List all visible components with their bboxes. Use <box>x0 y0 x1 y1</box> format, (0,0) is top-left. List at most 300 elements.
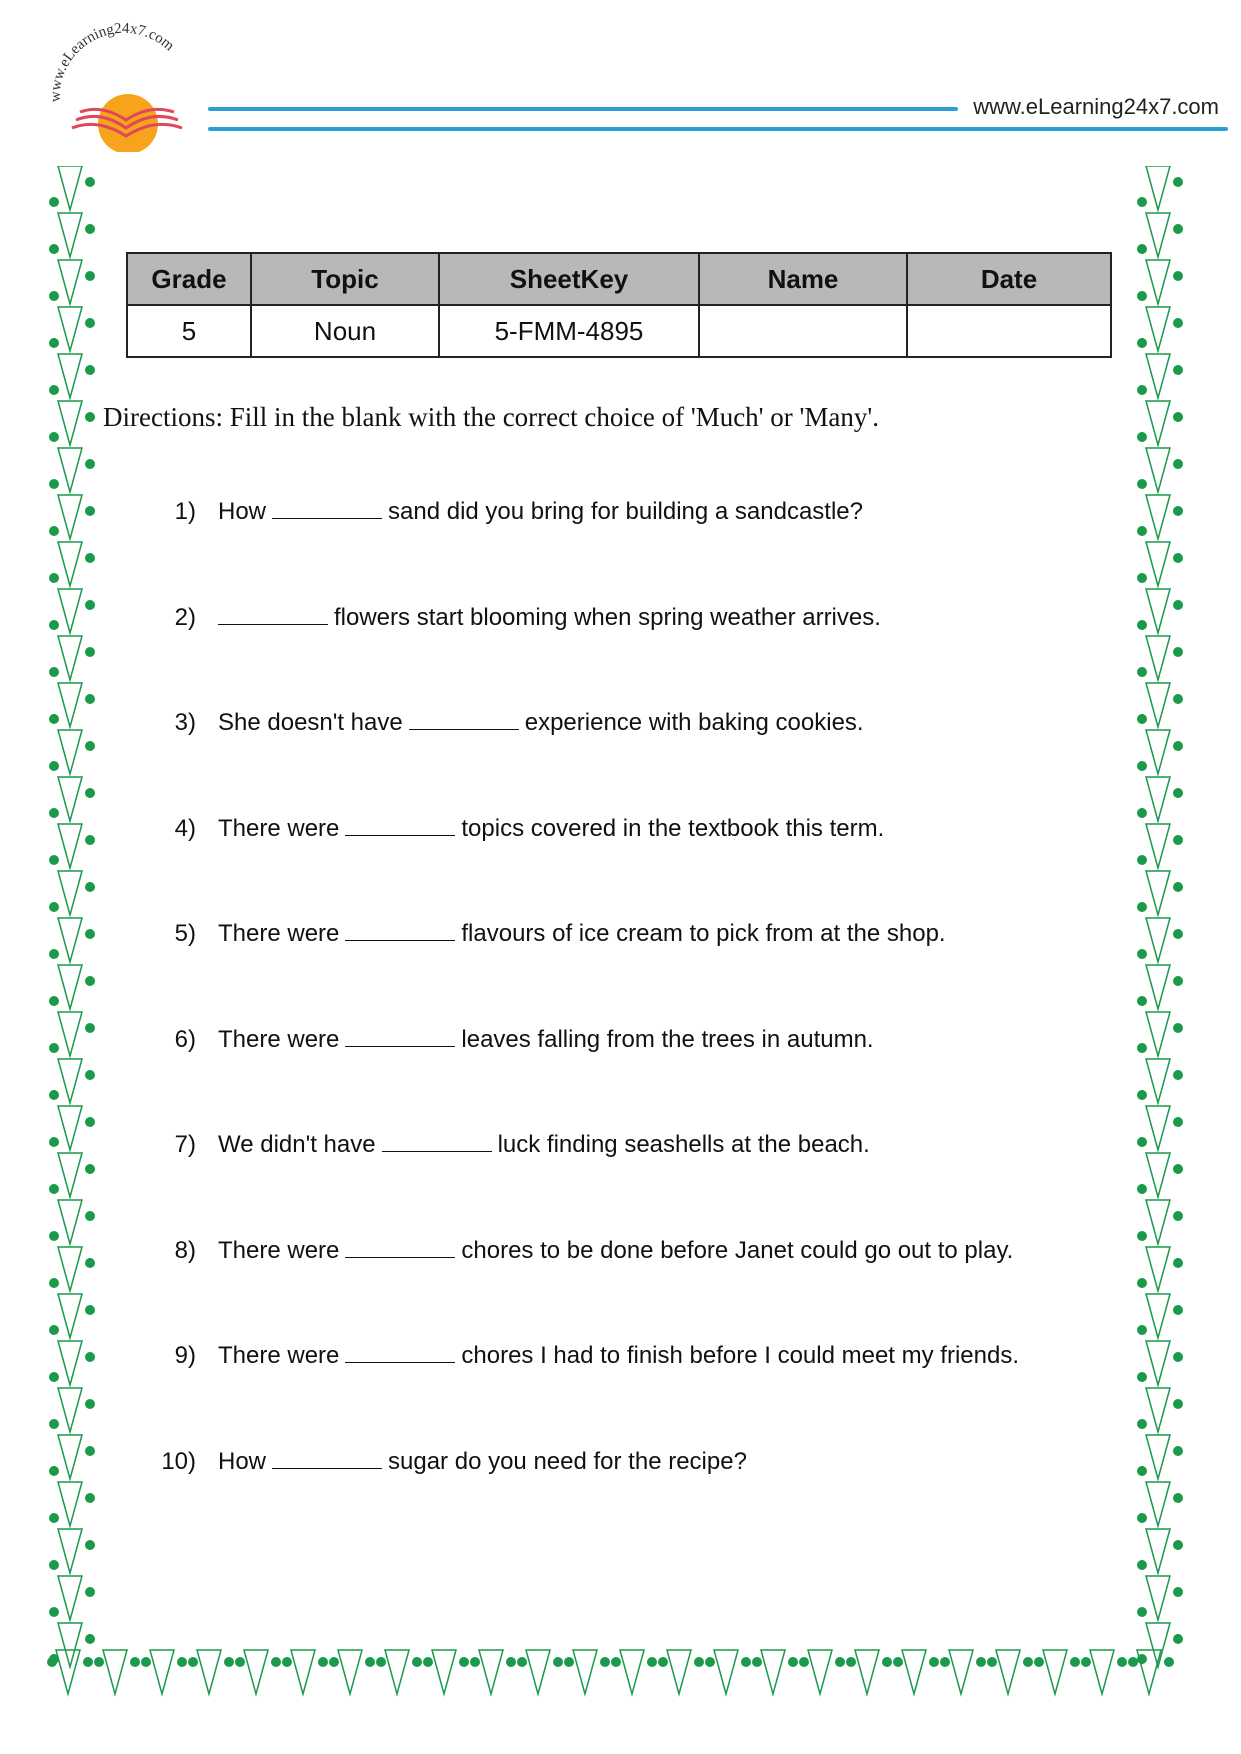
answer-blank[interactable] <box>409 707 519 730</box>
border-dot <box>49 1137 59 1147</box>
border-triangle <box>58 1388 82 1432</box>
border-dot <box>49 996 59 1006</box>
border-triangle <box>1146 448 1170 492</box>
border-dot <box>1173 1305 1183 1315</box>
border-dot <box>1173 1540 1183 1550</box>
border-dot <box>85 882 95 892</box>
elearning-logo <box>38 22 218 152</box>
question-item <box>150 813 884 843</box>
border-triangle <box>1146 1529 1170 1573</box>
border-dot <box>85 1493 95 1503</box>
border-triangle <box>58 213 82 257</box>
border-dot <box>553 1657 563 1667</box>
border-dot <box>85 1164 95 1174</box>
question-number: 7) <box>174 1131 196 1158</box>
border-dot <box>799 1657 809 1667</box>
border-triangle <box>1090 1650 1114 1694</box>
border-dot <box>1137 1184 1147 1194</box>
border-dot <box>49 1278 59 1288</box>
border-dot <box>85 506 95 516</box>
border-triangle <box>1146 1294 1170 1338</box>
border-dot <box>49 573 59 583</box>
border-triangle <box>432 1650 456 1694</box>
border-dot <box>235 1657 245 1667</box>
border-dot <box>318 1657 328 1667</box>
border-dot <box>130 1657 140 1667</box>
border-dot <box>49 667 59 677</box>
border-dot <box>49 1325 59 1335</box>
border-dot <box>506 1657 516 1667</box>
border-triangle <box>1146 542 1170 586</box>
border-triangle <box>996 1650 1020 1694</box>
border-triangle <box>1146 495 1170 539</box>
answer-blank[interactable] <box>382 1129 492 1152</box>
border-triangle <box>1146 1341 1170 1385</box>
border-dot <box>1117 1657 1127 1667</box>
border-dot <box>647 1657 657 1667</box>
border-dot <box>1173 788 1183 798</box>
border-triangle <box>808 1650 832 1694</box>
border-dot <box>1137 244 1147 254</box>
border-dot <box>85 1446 95 1456</box>
border-dot <box>49 197 59 207</box>
question-number: 5) <box>174 920 196 947</box>
border-triangle <box>620 1650 644 1694</box>
border-triangle <box>58 1529 82 1573</box>
bottom-decorative-border <box>46 1642 1188 1698</box>
question-item <box>150 1340 1019 1370</box>
border-triangle <box>58 1482 82 1526</box>
border-triangle <box>58 918 82 962</box>
border-triangle <box>526 1650 550 1694</box>
question-text-after: sand did you bring for building a sandcastle? <box>388 498 863 525</box>
border-triangle <box>197 1650 221 1694</box>
border-dot <box>694 1657 704 1667</box>
border-triangle <box>58 542 82 586</box>
border-triangle <box>1146 1106 1170 1150</box>
border-dot <box>1173 224 1183 234</box>
question-item <box>150 1024 874 1054</box>
border-dot <box>1173 506 1183 516</box>
border-dot <box>188 1657 198 1667</box>
border-dot <box>85 1587 95 1597</box>
border-dot <box>49 244 59 254</box>
border-dot <box>85 1399 95 1409</box>
border-triangle <box>1146 589 1170 633</box>
border-dot <box>49 479 59 489</box>
border-triangle <box>58 1059 82 1103</box>
border-dot <box>1137 197 1147 207</box>
border-dot <box>835 1657 845 1667</box>
border-dot <box>85 365 95 375</box>
question-text-after: sugar do you need for the recipe? <box>388 1448 747 1475</box>
border-triangle <box>1146 777 1170 821</box>
border-dot <box>846 1657 856 1667</box>
border-dot <box>611 1657 621 1667</box>
border-triangle <box>1146 1153 1170 1197</box>
border-triangle <box>58 1435 82 1479</box>
question-text-after: leaves falling from the trees in autumn. <box>461 1026 874 1053</box>
border-triangle <box>58 636 82 680</box>
border-triangle <box>58 1247 82 1291</box>
border-triangle <box>150 1650 174 1694</box>
border-triangle <box>1146 307 1170 351</box>
border-dot <box>1173 1164 1183 1174</box>
border-dot <box>893 1657 903 1667</box>
value-date[interactable] <box>907 305 1111 357</box>
border-triangle <box>58 1341 82 1385</box>
border-dot <box>1173 412 1183 422</box>
border-dot <box>177 1657 187 1667</box>
border-dot <box>752 1657 762 1667</box>
border-dot <box>1173 929 1183 939</box>
question-item <box>150 602 881 632</box>
border-dot <box>1034 1657 1044 1667</box>
border-dot <box>365 1657 375 1667</box>
border-triangle <box>1146 1388 1170 1432</box>
border-dot <box>600 1657 610 1667</box>
question-text-after: flowers start blooming when spring weather arrives. <box>334 604 881 631</box>
border-dot <box>85 788 95 798</box>
answer-blank[interactable] <box>345 813 455 836</box>
border-dot <box>1128 1657 1138 1667</box>
border-dot <box>49 1513 59 1523</box>
border-dot <box>83 1657 93 1667</box>
question-number: 2) <box>174 604 196 631</box>
border-triangle <box>1146 1200 1170 1244</box>
info-table-header-row <box>127 253 1111 305</box>
border-dot <box>1137 526 1147 536</box>
border-dot <box>85 177 95 187</box>
question-text-before: There were <box>218 1026 340 1053</box>
border-dot <box>1137 338 1147 348</box>
border-triangle <box>1146 1576 1170 1620</box>
border-triangle <box>761 1650 785 1694</box>
border-dot <box>49 1607 59 1617</box>
border-triangle <box>58 307 82 351</box>
border-dot <box>1137 808 1147 818</box>
border-dot <box>1173 1587 1183 1597</box>
border-dot <box>1137 1607 1147 1617</box>
header-topic: Topic <box>251 253 439 305</box>
border-dot <box>1137 855 1147 865</box>
answer-blank[interactable] <box>218 602 328 625</box>
border-dot <box>1137 1419 1147 1429</box>
border-triangle <box>1146 213 1170 257</box>
logo-arc-text: www.eLearning24x7.com <box>47 22 178 103</box>
border-triangle <box>1146 1435 1170 1479</box>
border-dot <box>1173 1023 1183 1033</box>
header-date: Date <box>907 253 1111 305</box>
border-dot <box>85 741 95 751</box>
border-triangle <box>58 260 82 304</box>
border-triangle <box>58 777 82 821</box>
border-dot <box>1137 1466 1147 1476</box>
border-dot <box>85 412 95 422</box>
value-name[interactable] <box>699 305 907 357</box>
border-dot <box>94 1657 104 1667</box>
border-dot <box>1137 761 1147 771</box>
header-rule-top <box>208 107 958 111</box>
border-dot <box>85 694 95 704</box>
border-dot <box>1137 479 1147 489</box>
border-triangle <box>58 730 82 774</box>
border-triangle <box>1043 1650 1067 1694</box>
border-dot <box>1023 1657 1033 1667</box>
border-triangle <box>1146 636 1170 680</box>
question-text-before: There were <box>218 815 340 842</box>
border-dot <box>85 318 95 328</box>
question-text-before: How <box>218 498 267 525</box>
border-dot <box>705 1657 715 1667</box>
border-dot <box>1137 1372 1147 1382</box>
border-triangle <box>58 495 82 539</box>
border-dot <box>423 1657 433 1667</box>
question-number: 4) <box>174 815 196 842</box>
left-decorative-border <box>46 166 100 1686</box>
border-dot <box>49 1372 59 1382</box>
border-dot <box>658 1657 668 1667</box>
question-text-before: How <box>218 1448 267 1475</box>
border-dot <box>85 1305 95 1315</box>
border-triangle <box>1146 824 1170 868</box>
logo-sun-icon <box>98 94 158 152</box>
border-dot <box>85 835 95 845</box>
border-dot <box>49 761 59 771</box>
border-dot <box>85 1070 95 1080</box>
border-dot <box>49 1090 59 1100</box>
border-dot <box>85 224 95 234</box>
question-text-before: She doesn't have <box>218 709 403 736</box>
border-dot <box>1173 459 1183 469</box>
border-dot <box>929 1657 939 1667</box>
border-dot <box>1173 1399 1183 1409</box>
question-text-after: luck finding seashells at the beach. <box>497 1131 870 1158</box>
border-triangle <box>58 1106 82 1150</box>
border-dot <box>1137 667 1147 677</box>
border-triangle <box>58 1576 82 1620</box>
border-dot <box>1137 1560 1147 1570</box>
question-number: 8) <box>174 1237 196 1264</box>
border-dot <box>1173 1493 1183 1503</box>
border-dot <box>49 338 59 348</box>
border-dot <box>49 1231 59 1241</box>
border-dot <box>564 1657 574 1667</box>
border-triangle <box>58 166 82 210</box>
question-text-before: There were <box>218 920 340 947</box>
question-item <box>150 918 946 948</box>
border-triangle <box>573 1650 597 1694</box>
border-triangle <box>667 1650 691 1694</box>
question-text-before: There were <box>218 1342 340 1369</box>
border-triangle <box>1146 166 1170 210</box>
question-number: 3) <box>174 709 196 736</box>
border-dot <box>1137 996 1147 1006</box>
border-dot <box>1137 385 1147 395</box>
border-triangle <box>58 401 82 445</box>
question-item <box>150 1129 870 1159</box>
answer-blank[interactable] <box>345 918 455 941</box>
question-number: 9) <box>174 1342 196 1369</box>
question-text-before: There were <box>218 1237 340 1264</box>
border-dot <box>1173 835 1183 845</box>
border-dot <box>1173 882 1183 892</box>
border-dot <box>1173 976 1183 986</box>
border-dot <box>741 1657 751 1667</box>
border-triangle <box>1146 354 1170 398</box>
border-dot <box>49 1560 59 1570</box>
border-dot <box>1137 432 1147 442</box>
border-dot <box>49 432 59 442</box>
answer-blank[interactable] <box>345 1235 455 1258</box>
info-table-value-row <box>127 305 1111 357</box>
border-triangle <box>902 1650 926 1694</box>
border-dot <box>85 553 95 563</box>
border-triangle <box>103 1650 127 1694</box>
border-triangle <box>714 1650 738 1694</box>
answer-blank[interactable] <box>272 1446 382 1469</box>
border-dot <box>1137 1278 1147 1288</box>
border-dot <box>1137 620 1147 630</box>
border-dot <box>85 459 95 469</box>
right-decorative-border <box>1134 166 1188 1686</box>
border-dot <box>49 1184 59 1194</box>
question-item <box>150 707 864 737</box>
border-dot <box>85 1258 95 1268</box>
border-triangle <box>1146 1012 1170 1056</box>
question-text-after: chores to be done before Janet could go out to play. <box>461 1237 1014 1264</box>
border-dot <box>85 1117 95 1127</box>
site-url: www.eLearning24x7.com <box>973 94 1219 119</box>
border-dot <box>1173 318 1183 328</box>
border-dot <box>224 1657 234 1667</box>
border-dot <box>141 1657 151 1667</box>
border-dot <box>470 1657 480 1667</box>
question-item <box>150 496 863 526</box>
border-dot <box>1173 1117 1183 1127</box>
border-dot <box>1173 177 1183 187</box>
border-triangle <box>291 1650 315 1694</box>
border-dot <box>1173 365 1183 375</box>
border-dot <box>1173 1258 1183 1268</box>
border-triangle <box>338 1650 362 1694</box>
question-item <box>150 1446 747 1476</box>
border-triangle <box>56 1650 80 1694</box>
border-triangle <box>58 1012 82 1056</box>
border-dot <box>940 1657 950 1667</box>
border-triangle <box>949 1650 973 1694</box>
border-dot <box>329 1657 339 1667</box>
border-dot <box>1137 1513 1147 1523</box>
border-triangle <box>58 965 82 1009</box>
border-dot <box>459 1657 469 1667</box>
border-dot <box>85 1540 95 1550</box>
border-dot <box>49 526 59 536</box>
border-triangle <box>58 871 82 915</box>
border-dot <box>412 1657 422 1667</box>
border-dot <box>1137 573 1147 583</box>
question-text-after: experience with baking cookies. <box>524 709 864 736</box>
question-number: 1) <box>174 498 196 525</box>
worksheet-info-table <box>126 252 1112 358</box>
border-dot <box>1137 1043 1147 1053</box>
header-sheetkey: SheetKey <box>439 253 699 305</box>
border-dot <box>517 1657 527 1667</box>
border-dot <box>47 1657 57 1667</box>
border-dot <box>282 1657 292 1667</box>
answer-blank[interactable] <box>345 1340 455 1363</box>
border-triangle <box>1137 1650 1161 1694</box>
border-triangle <box>58 354 82 398</box>
border-triangle <box>58 683 82 727</box>
header-name: Name <box>699 253 907 305</box>
border-dot <box>49 1466 59 1476</box>
border-triangle <box>58 1294 82 1338</box>
question-number: 6) <box>174 1026 196 1053</box>
border-dot <box>85 600 95 610</box>
border-dot <box>85 647 95 657</box>
border-triangle <box>244 1650 268 1694</box>
border-dot <box>1173 1211 1183 1221</box>
directions-text: Directions: Fill in the blank with the correct choice of 'Much' or 'Many'. <box>103 402 880 432</box>
border-dot <box>1137 1325 1147 1335</box>
border-dot <box>1070 1657 1080 1667</box>
border-triangle <box>58 589 82 633</box>
border-dot <box>49 714 59 724</box>
border-dot <box>85 929 95 939</box>
border-dot <box>85 1023 95 1033</box>
border-dot <box>1137 949 1147 959</box>
answer-blank[interactable] <box>272 496 382 519</box>
border-triangle <box>1146 1482 1170 1526</box>
border-dot <box>1173 741 1183 751</box>
border-triangle <box>1146 401 1170 445</box>
border-dot <box>788 1657 798 1667</box>
border-dot <box>376 1657 386 1667</box>
border-dot <box>1173 271 1183 281</box>
border-dot <box>1137 291 1147 301</box>
border-triangle <box>1146 1247 1170 1291</box>
border-triangle <box>1146 260 1170 304</box>
border-dot <box>85 976 95 986</box>
border-dot <box>49 808 59 818</box>
border-dot <box>1137 1231 1147 1241</box>
question-item <box>150 1235 1013 1265</box>
border-triangle <box>1146 871 1170 915</box>
header-rule-bottom <box>208 127 1228 131</box>
border-dot <box>1173 553 1183 563</box>
border-dot <box>1137 714 1147 724</box>
border-dot <box>1173 1352 1183 1362</box>
border-dot <box>49 620 59 630</box>
value-topic: Noun <box>251 305 439 357</box>
svg-text:www.eLearning24x7.com <box>48 22 177 102</box>
border-triangle <box>58 448 82 492</box>
answer-blank[interactable] <box>345 1024 455 1047</box>
border-dot <box>49 1419 59 1429</box>
border-dot <box>49 949 59 959</box>
border-dot <box>85 1352 95 1362</box>
border-dot <box>1173 1070 1183 1080</box>
border-dot <box>987 1657 997 1667</box>
question-number: 10) <box>161 1448 196 1475</box>
border-dot <box>85 1211 95 1221</box>
question-text-after: flavours of ice cream to pick from at the shop. <box>461 920 946 947</box>
header-grade: Grade <box>127 253 251 305</box>
border-triangle <box>1146 1059 1170 1103</box>
border-triangle <box>385 1650 409 1694</box>
border-dot <box>49 1043 59 1053</box>
